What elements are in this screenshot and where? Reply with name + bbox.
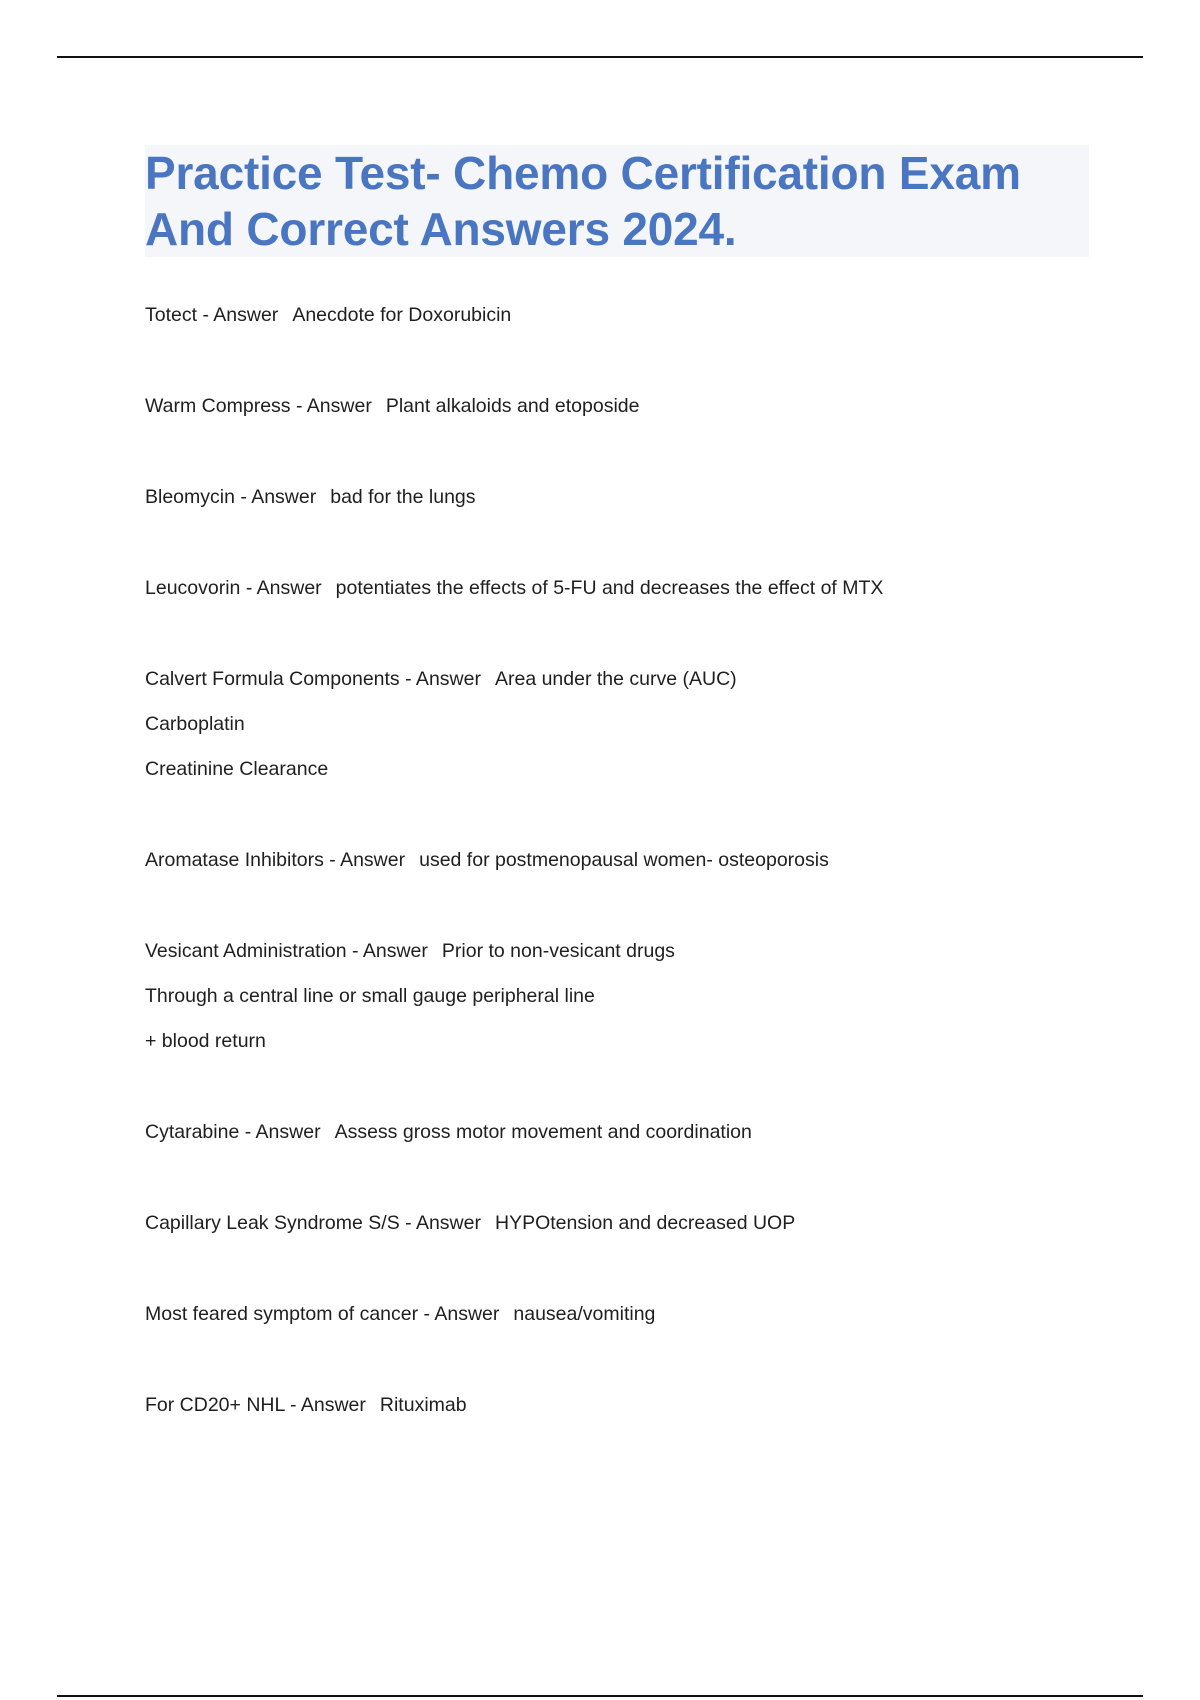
qa-item [145,1210,1095,1236]
qa-item [145,393,1095,419]
qa-term: Capillary Leak Syndrome S/S - Answer [145,1212,481,1234]
qa-answer: Prior to non-vesicant drugs [441,940,675,962]
qa-term: Bleomycin - Answer [145,486,317,508]
qa-answer: Anecdote for Doxorubicin [292,304,512,326]
qa-answer: bad for the lungs [330,486,476,508]
qa-item [145,847,1095,873]
qa-item [145,1119,1095,1145]
qa-term: Warm Compress - Answer [145,395,372,417]
qa-answer: Assess gross motor movement and coordination [334,1121,752,1143]
qa-line [145,1392,1095,1418]
title-line-1: Practice Test- Chemo Certification Exam [145,147,1021,199]
qa-term: Vesicant Administration - Answer [145,940,428,962]
qa-term: Aromatase Inhibitors - Answer [145,849,406,871]
qa-list [145,302,1095,1418]
qa-item [145,938,1095,1054]
qa-line [145,575,1095,601]
qa-line [145,1301,1095,1327]
qa-term: Cytarabine - Answer [145,1121,321,1143]
qa-item [145,666,1095,782]
qa-term: Totect - Answer [145,304,279,326]
qa-answer-continuation: Carboplatin [145,713,245,735]
bottom-rule [57,1695,1143,1697]
qa-item [145,1392,1095,1418]
qa-line [145,847,1095,873]
qa-line [145,484,1095,510]
qa-line [145,1119,1095,1145]
qa-item [145,1301,1095,1327]
qa-term: For CD20+ NHL - Answer [145,1394,366,1416]
qa-line [145,666,1095,692]
qa-item [145,575,1095,601]
title-banner [145,145,1089,257]
qa-line [145,1210,1095,1236]
qa-term: Most feared symptom of cancer - Answer [145,1303,500,1325]
qa-answer: potentiates the effects of 5-FU and decreases the effect of MTX [335,577,884,599]
qa-line [145,393,1095,419]
qa-answer-continuation: + blood return [145,1030,266,1052]
qa-answer-continuation: Through a central line or small gauge peripheral line [145,985,595,1007]
qa-item [145,302,1095,328]
qa-answer: used for postmenopausal women- osteoporosis [419,849,829,871]
qa-answer: HYPOtension and decreased UOP [494,1212,796,1234]
qa-answer-continuation: Creatinine Clearance [145,758,329,780]
qa-item [145,484,1095,510]
qa-answer: Rituximab [379,1394,467,1416]
qa-answer: nausea/vomiting [513,1303,656,1325]
qa-answer: Plant alkaloids and etoposide [385,395,640,417]
title-line-2: And Correct Answers 2024. [145,203,737,255]
top-rule [57,56,1143,58]
qa-line [145,938,1095,964]
document-title [145,145,1089,257]
qa-line [145,302,1095,328]
qa-answer: Area under the curve (AUC) [494,668,737,690]
qa-term: Leucovorin - Answer [145,577,322,599]
qa-term: Calvert Formula Components - Answer [145,668,481,690]
